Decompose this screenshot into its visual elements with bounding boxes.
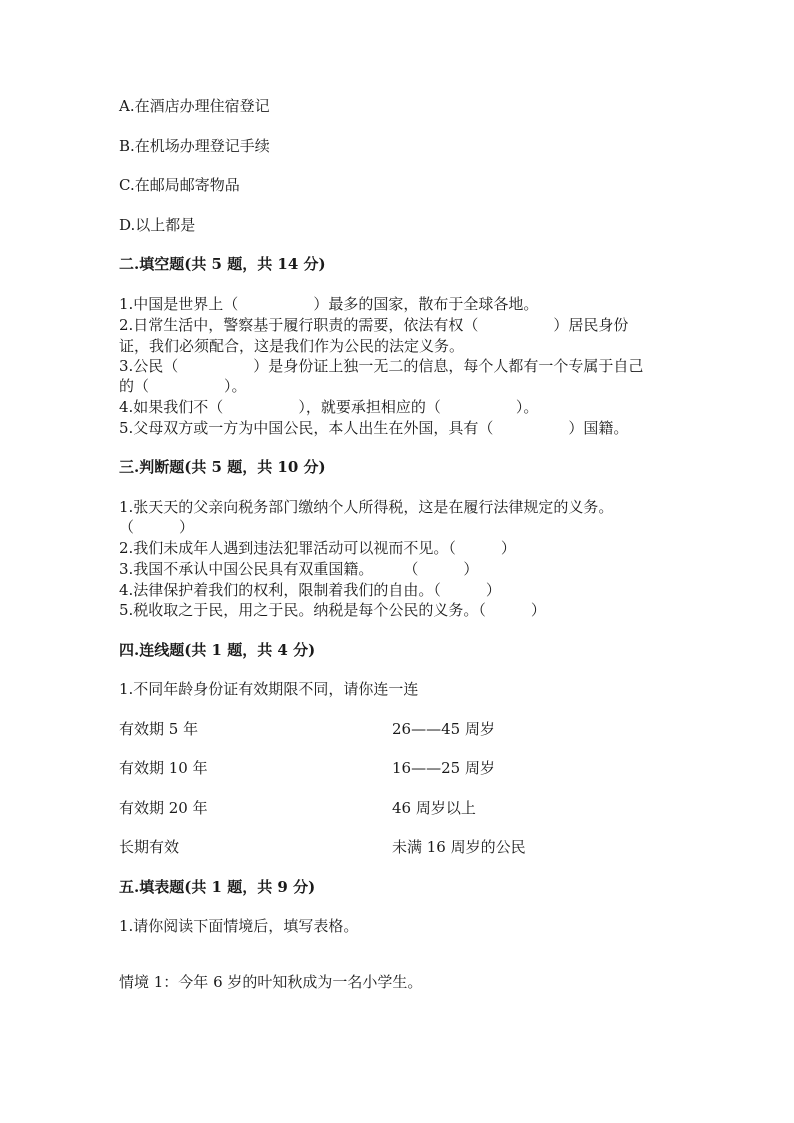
- section3-line: 2.我们未成年人遇到违法犯罪活动可以视而不见。（ ）: [119, 539, 516, 557]
- section2-heading: 二.填空题(共 5 题，共 14 分): [119, 255, 326, 273]
- section3-heading: 三.判断题(共 5 题，共 10 分): [119, 458, 326, 476]
- section3-line: 1.张天天的父亲向税务部门缴纳个人所得税，这是在履行法律规定的义务。: [119, 498, 614, 516]
- match-right-item: 16——25 周岁: [392, 759, 495, 777]
- section3-line: （ ）: [119, 518, 195, 536]
- section2-line: 2.日常生活中，警察基于履行职责的需要，依法有权（ ）居民身份: [119, 316, 629, 334]
- match-right-item: 未满 16 周岁的公民: [392, 838, 526, 856]
- section3-line: 4.法律保护着我们的权利，限制着我们的自由。（ ）: [119, 581, 501, 599]
- match-left-item: 有效期 10 年: [119, 759, 208, 777]
- option-c: C.在邮局邮寄物品: [119, 176, 240, 194]
- section3-line: 5.税收取之于民，用之于民。纳税是每个公民的义务。（ ）: [119, 601, 546, 619]
- section2-line: 4.如果我们不（ ），就要承担相应的（ ）。: [119, 398, 539, 416]
- match-right-item: 46 周岁以上: [392, 799, 476, 817]
- section2-line: 证，我们必须配合，这是我们作为公民的法定义务。: [119, 337, 465, 355]
- option-b: B.在机场办理登记手续: [119, 137, 270, 155]
- option-a: A.在酒店办理住宿登记: [119, 97, 270, 115]
- match-left-item: 有效期 20 年: [119, 799, 208, 817]
- match-left-item: 有效期 5 年: [119, 720, 199, 738]
- section4-heading: 四.连线题(共 1 题，共 4 分): [119, 641, 316, 659]
- section2-line: 3.公民（ ）是身份证上独一无二的信息，每个人都有一个专属于自己: [119, 357, 644, 375]
- option-d: D.以上都是: [119, 216, 196, 234]
- section5-heading: 五.填表题(共 1 题，共 9 分): [119, 878, 316, 896]
- section3-line: 3.我国不承认中国公民具有双重国籍。 （ ）: [119, 560, 479, 578]
- section5-question: 1.请你阅读下面情境后，填写表格。: [119, 917, 359, 935]
- section2-line: 5.父母双方或一方为中国公民，本人出生在外国，具有（ ）国籍。: [119, 419, 629, 437]
- section4-question: 1.不同年龄身份证有效期限不同，请你连一连: [119, 680, 419, 698]
- section2-line: 的（ ）。: [119, 377, 247, 395]
- match-right-item: 26——45 周岁: [392, 720, 495, 738]
- section5-scenario: 情境 1：今年 6 岁的叶知秋成为一名小学生。: [119, 973, 423, 991]
- match-left-item: 长期有效: [119, 838, 180, 856]
- section2-line: 1.中国是世界上（ ）最多的国家，散布于全球各地。: [119, 295, 539, 313]
